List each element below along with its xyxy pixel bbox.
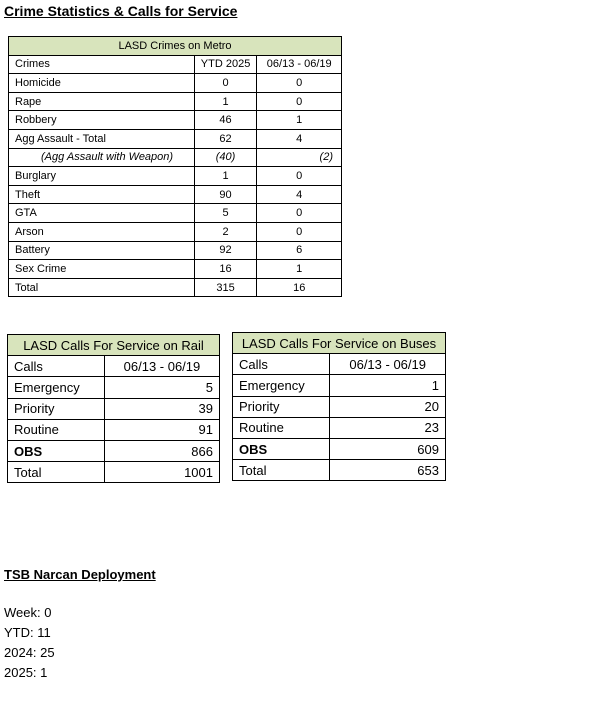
- table-row: [233, 417, 446, 438]
- call-type: OBS: [233, 438, 330, 459]
- table-row-total: [233, 460, 446, 481]
- week-value: 4: [257, 129, 342, 148]
- bus-table-title: LASD Calls For Service on Buses: [233, 333, 446, 354]
- bus-header-row: [233, 354, 446, 375]
- crime-type: Rape: [9, 92, 195, 111]
- rail-title-row: [8, 335, 220, 356]
- call-count: 23: [330, 417, 446, 438]
- call-type: Priority: [8, 398, 105, 419]
- call-count: 866: [104, 440, 219, 461]
- week-value: 0: [257, 204, 342, 223]
- column-header-week: 06/13 - 06/19: [330, 354, 446, 375]
- table-row: [9, 111, 342, 130]
- week-value: 0: [257, 222, 342, 241]
- column-header-crimes: Crimes: [9, 55, 195, 74]
- ytd-value: 2: [194, 222, 257, 241]
- crime-type: Arson: [9, 222, 195, 241]
- crimes-header-row: [9, 55, 342, 74]
- table-row: [9, 260, 342, 279]
- week-value: (2): [257, 148, 342, 167]
- narcan-stat-2025: 2025: 1: [4, 665, 48, 680]
- call-type: Routine: [8, 419, 105, 440]
- table-row: [233, 375, 446, 396]
- call-count: 20: [330, 396, 446, 417]
- ytd-value: 62: [194, 129, 257, 148]
- week-value: 1: [257, 111, 342, 130]
- week-value: 4: [257, 185, 342, 204]
- table-row: [9, 241, 342, 260]
- narcan-stat-week: Week: 0: [4, 605, 52, 620]
- rail-header-row: [8, 356, 220, 377]
- table-row: [233, 438, 446, 459]
- ytd-value: 0: [194, 74, 257, 93]
- call-count: 609: [330, 438, 446, 459]
- call-type: Total: [8, 462, 105, 483]
- crimes-table-title: LASD Crimes on Metro: [9, 37, 342, 56]
- rail-table-title: LASD Calls For Service on Rail: [8, 335, 220, 356]
- narcan-section-title: TSB Narcan Deployment: [4, 567, 156, 582]
- week-value: 1: [257, 260, 342, 279]
- table-row-total: [9, 278, 342, 297]
- ytd-value: 92: [194, 241, 257, 260]
- bus-title-row: [233, 333, 446, 354]
- crimes-title-row: [9, 37, 342, 56]
- call-type: Priority: [233, 396, 330, 417]
- crime-type: Robbery: [9, 111, 195, 130]
- crime-type: GTA: [9, 204, 195, 223]
- table-row: [9, 167, 342, 186]
- ytd-value: (40): [194, 148, 257, 167]
- week-value: 6: [257, 241, 342, 260]
- week-value: 0: [257, 167, 342, 186]
- crime-type: Total: [9, 278, 195, 297]
- call-count: 1: [330, 375, 446, 396]
- table-row: [9, 74, 342, 93]
- ytd-value: 1: [194, 167, 257, 186]
- call-type: Emergency: [233, 375, 330, 396]
- rail-calls-table: [7, 334, 220, 483]
- call-count: 653: [330, 460, 446, 481]
- ytd-value: 16: [194, 260, 257, 279]
- column-header-week: 06/13 - 06/19: [104, 356, 219, 377]
- table-row: [8, 419, 220, 440]
- page-title: Crime Statistics & Calls for Service: [4, 3, 238, 19]
- call-type: Emergency: [8, 377, 105, 398]
- ytd-value: 1: [194, 92, 257, 111]
- week-value: 16: [257, 278, 342, 297]
- ytd-value: 315: [194, 278, 257, 297]
- column-header-calls: Calls: [8, 356, 105, 377]
- call-count: 91: [104, 419, 219, 440]
- call-count: 5: [104, 377, 219, 398]
- crime-type: Burglary: [9, 167, 195, 186]
- call-count: 1001: [104, 462, 219, 483]
- table-row: [8, 440, 220, 461]
- call-type: Total: [233, 460, 330, 481]
- table-row: [9, 92, 342, 111]
- crimes-table: [8, 36, 342, 297]
- table-row: [9, 129, 342, 148]
- week-value: 0: [257, 92, 342, 111]
- ytd-value: 5: [194, 204, 257, 223]
- crime-type: Battery: [9, 241, 195, 260]
- table-row: [8, 377, 220, 398]
- crime-type: Agg Assault - Total: [9, 129, 195, 148]
- crime-type: (Agg Assault with Weapon): [9, 148, 195, 167]
- week-value: 0: [257, 74, 342, 93]
- bus-calls-table: [232, 332, 446, 481]
- call-type: OBS: [8, 440, 105, 461]
- table-row: [8, 398, 220, 419]
- call-type: Routine: [233, 417, 330, 438]
- narcan-stat-2024: 2024: 25: [4, 645, 55, 660]
- table-row: [233, 396, 446, 417]
- table-row: [9, 185, 342, 204]
- crime-type: Sex Crime: [9, 260, 195, 279]
- narcan-stat-ytd: YTD: 11: [4, 625, 51, 640]
- crime-type: Theft: [9, 185, 195, 204]
- ytd-value: 46: [194, 111, 257, 130]
- column-header-week: 06/13 - 06/19: [257, 55, 342, 74]
- ytd-value: 90: [194, 185, 257, 204]
- table-row: [9, 222, 342, 241]
- table-row-subtotal: [9, 148, 342, 167]
- column-header-calls: Calls: [233, 354, 330, 375]
- table-row: [9, 204, 342, 223]
- column-header-ytd: YTD 2025: [194, 55, 257, 74]
- crime-type: Homicide: [9, 74, 195, 93]
- call-count: 39: [104, 398, 219, 419]
- table-row-total: [8, 462, 220, 483]
